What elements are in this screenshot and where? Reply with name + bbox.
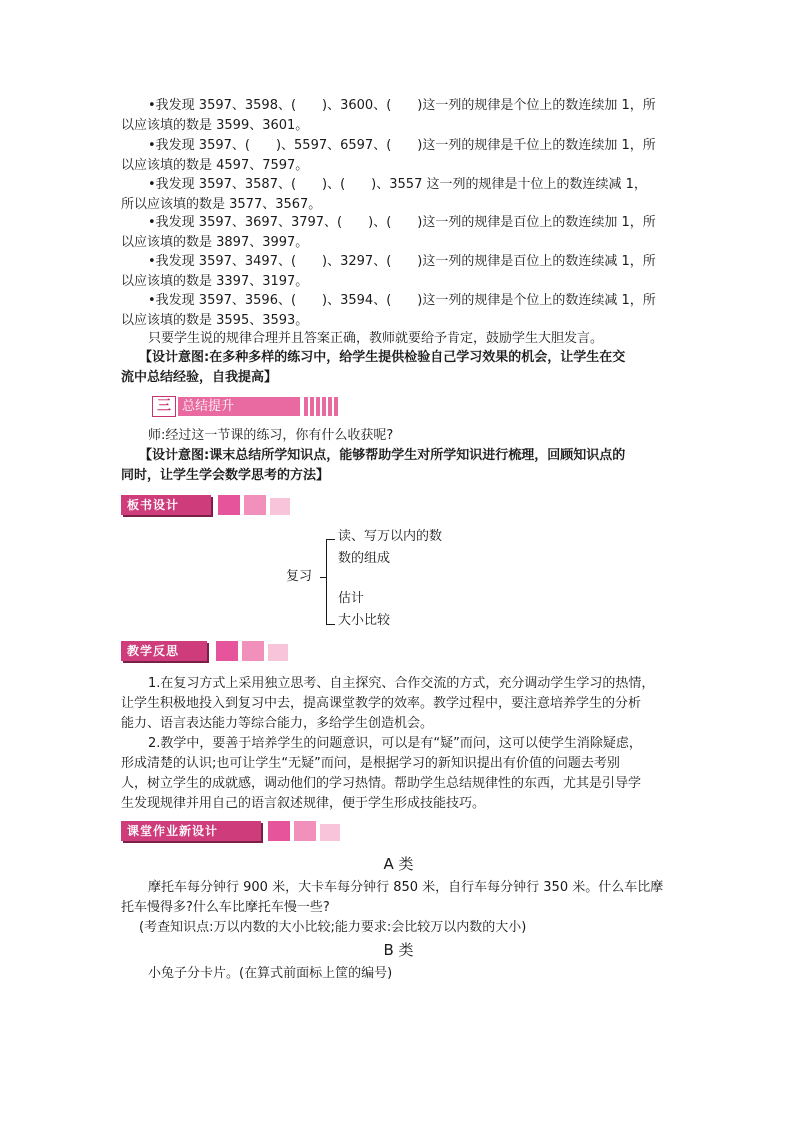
homework-tab xyxy=(121,821,351,841)
tab-square-2 xyxy=(242,641,264,661)
tab-square-2 xyxy=(294,821,316,841)
finding-4-line-1: •我发现 3597、3697、3797、( )、( )这一列的规律是百位上的数连续加 1，所 xyxy=(148,215,656,230)
intent-1-line-1: 【设计意图:在多种多样的练习中，给学生提供检验自己学习效果的机会，让学生在交 xyxy=(139,350,626,365)
finding-5-line-1: •我发现 3597、3497、( )、3297、( )这一列的规律是百位上的数连续减 1，所 xyxy=(148,254,656,269)
intent-2-line-2: 同时，让学生学会数学思考的方法】 xyxy=(121,468,330,483)
class-a-note: (考查知识点:万以内数的大小比较;能力要求:会比较万以内数的大小) xyxy=(139,920,527,935)
intent-2-line-1: 【设计意图:课末总结所学知识点，能够帮助学生对所学知识进行梳理，回顾知识点的 xyxy=(139,448,626,463)
tab-square-3 xyxy=(268,644,288,661)
tab-square-1 xyxy=(268,821,290,841)
section-number: 三 xyxy=(152,396,176,417)
section-title: 总结提升 xyxy=(178,397,300,416)
board-diagram xyxy=(286,525,546,635)
board-design-tab xyxy=(121,495,301,515)
tab-square-1 xyxy=(216,641,238,661)
tab-square-1 xyxy=(218,495,240,515)
finding-2-line-1: •我发现 3597、( )、5597、6597、( )这一列的规律是千位上的数连续加 1，所 xyxy=(148,138,656,153)
reflection-2-line-1: 2.教学中，要善于培养学生的问题意识，可以是有“疑”而问，这可以使学生消除疑虑， xyxy=(148,736,642,751)
brace xyxy=(326,539,335,625)
finding-1-line-1: •我发现 3597、3598、( )、3600、( )这一列的规律是个位上的数连续加 1，所 xyxy=(148,98,656,113)
board-design-label: 板书设计 xyxy=(121,495,211,515)
tab-square-2 xyxy=(244,495,266,515)
reflection-2-line-4: 生发现规律并用自己的语言叙述规律，便于学生形成技能技巧。 xyxy=(121,796,486,811)
finding-3-line-1: •我发现 3597、3587、( )、( )、3557 这一列的规律是十位上的数连续减 1， xyxy=(148,177,647,192)
finding-1-line-2: 以应该填的数是 3599、3601。 xyxy=(121,118,309,133)
reflection-1-line-2: 让学生积极地投入到复习中去，提高课堂教学的效率。教学过程中，要注意培养学生的分析 xyxy=(121,696,642,711)
reflection-2-line-2: 形成清楚的认识;也可让学生“无疑”而问，是根据学习的新知识提出有价值的问题去考别 xyxy=(121,756,620,771)
homework-label: 课堂作业新设计 xyxy=(121,821,261,841)
class-a-heading: A 类 xyxy=(383,855,414,873)
finding-5-line-2: 以应该填的数是 3397、3197。 xyxy=(121,274,309,289)
board-item-1: 读、写万以内的数 xyxy=(338,529,443,544)
intent-1-line-2: 流中总结经验，自我提高】 xyxy=(121,370,278,385)
class-a-line-2: 托车慢得多?什么车比摩托车慢一些? xyxy=(121,900,330,915)
class-b-line-1: 小兔子分卡片。(在算式前面标上筐的编号) xyxy=(148,966,393,981)
finding-2-line-2: 以应该填的数是 4597、7597。 xyxy=(121,158,309,173)
reflection-2-line-3: 人，树立学生的成就感，调动他们的学习热情。帮助学生总结规律性的东西，尤其是引导学 xyxy=(121,776,642,791)
affirm-text: 只要学生说的规律合理并且答案正确，教师就要给予肯定，鼓励学生大胆发言。 xyxy=(148,331,604,346)
section-heading xyxy=(148,396,338,417)
finding-6-line-1: •我发现 3597、3596、( )、3594、( )这一列的规律是个位上的数连续减 1，所 xyxy=(148,293,656,308)
board-item-4: 大小比较 xyxy=(338,613,391,628)
reflection-label: 教学反思 xyxy=(121,641,207,661)
reflection-tab xyxy=(121,641,301,661)
finding-4-line-2: 以应该填的数是 3897、3997。 xyxy=(121,235,309,250)
board-item-2: 数的组成 xyxy=(338,551,391,566)
board-root: 复习 xyxy=(286,569,313,584)
tab-square-3 xyxy=(320,824,340,841)
board-item-3: 估计 xyxy=(338,591,365,606)
class-b-heading: B 类 xyxy=(383,941,414,959)
reflection-1-line-3: 能力、语言表达能力等综合能力，多给学生创造机会。 xyxy=(121,716,434,731)
class-a-line-1: 摩托车每分钟行 900 米，大卡车每分钟行 850 米，自行车每分钟行 350 米。什么车比摩 xyxy=(148,880,664,895)
tab-square-3 xyxy=(270,498,290,515)
section-stripes xyxy=(304,397,338,416)
finding-6-line-2: 以应该填的数是 3595、3593。 xyxy=(121,313,309,328)
teacher-question: 师:经过这一节课的练习，你有什么收获呢? xyxy=(148,428,394,443)
finding-3-line-2: 所以应该填的数是 3577、3567。 xyxy=(121,197,322,212)
reflection-1-line-1: 1.在复习方式上采用独立思考、自主探究、合作交流的方式，充分调动学生学习的热情， xyxy=(148,676,655,691)
